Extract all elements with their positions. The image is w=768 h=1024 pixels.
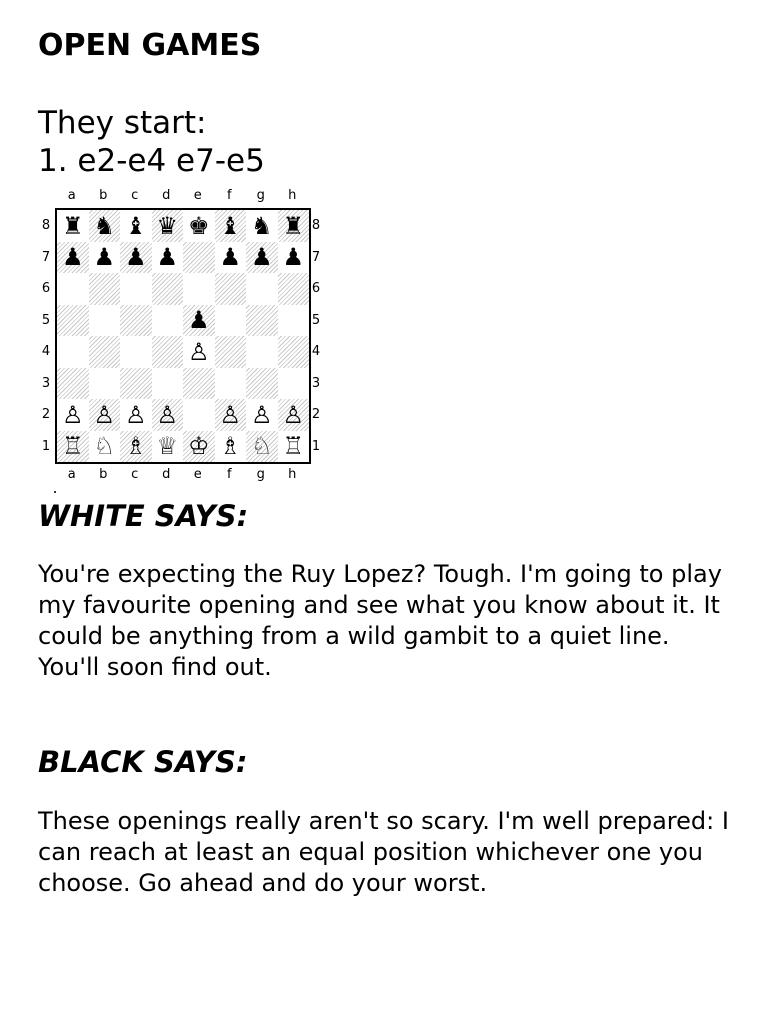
intro-line-1: They start: [38,105,207,141]
square-e4 [183,336,215,368]
square-c2 [120,399,152,431]
chess-piece: ♙ [124,400,147,429]
file-label: b [99,467,108,482]
rank-label: 6 [311,281,321,296]
square-g5 [246,305,278,337]
square-d6 [152,273,184,305]
chess-piece: ♖ [61,432,84,461]
file-labels-bottom [56,467,308,483]
rank-label: 1 [311,438,321,454]
file-label: f [226,467,232,482]
square-c7 [120,242,152,274]
square-f1 [215,431,247,463]
rank-label: 7 [41,249,51,265]
square-e5 [183,305,215,337]
chess-diagram [38,188,328,493]
square-a1 [57,431,89,463]
chess-piece: ♙ [61,400,84,429]
square-b1 [89,431,121,463]
intro-text [38,104,265,180]
square-f6 [215,273,247,305]
square-d1 [152,431,184,463]
rank-label: 2 [41,407,51,422]
square-a3 [57,368,89,400]
chess-piece: ♜ [282,211,304,240]
square-h2 [278,399,310,431]
chess-piece: ♟ [219,243,241,272]
square-e7 [183,242,215,274]
square-e8 [183,210,215,242]
file-label: e [193,467,202,482]
rank-label: 5 [41,312,51,328]
square-h8 [278,210,310,242]
chess-piece: ♟ [282,243,304,272]
rank-labels-right [308,210,324,462]
square-f4 [215,336,247,368]
chess-piece: ♟ [93,243,115,272]
file-label: a [67,188,76,203]
chess-piece: ♝ [219,211,241,240]
square-e2 [183,399,215,431]
square-b7 [89,242,121,274]
intro-moves: 1. e2-e4 e7-e5 [38,143,265,179]
square-g1 [246,431,278,463]
chess-piece: ♗ [124,432,147,461]
chess-piece: ♞ [250,211,273,240]
square-d2 [152,399,184,431]
square-f3 [215,368,247,400]
square-h4 [278,336,310,368]
square-b3 [89,368,121,400]
square-d8 [152,210,184,242]
file-label: g [256,188,265,203]
rank-label: 7 [311,249,321,265]
square-b2 [89,399,121,431]
chess-piece: ♙ [156,400,178,429]
square-a7 [57,242,89,274]
chess-piece: ♙ [187,337,210,366]
file-label: g [256,467,265,482]
square-c5 [120,305,152,337]
chess-piece: ♕ [156,432,178,461]
stray-dot [54,491,56,493]
square-e6 [183,273,215,305]
file-label: c [131,467,139,482]
square-d3 [152,368,184,400]
black-paragraph: These openings really aren't so scary. I'm well prepared: I can reach at least an equal position whichever one you choose. Go ahead and do your worst. [38,807,729,897]
square-g6 [246,273,278,305]
file-label: a [67,467,76,482]
black-heading: BLACK SAYS: [38,745,248,779]
chess-piece: ♞ [93,211,115,240]
chess-piece: ♝ [124,211,147,240]
square-a8 [57,210,89,242]
square-g2 [246,399,278,431]
rank-label: 8 [311,218,321,233]
square-h6 [278,273,310,305]
rank-label: 1 [41,438,51,454]
square-e1 [183,431,215,463]
square-h3 [278,368,310,400]
square-d7 [152,242,184,274]
chess-board [55,208,311,464]
file-labels-top [56,188,308,204]
square-c3 [120,368,152,400]
file-label: e [193,188,202,203]
file-label: d [162,467,171,482]
square-h5 [278,305,310,337]
chess-piece: ♛ [156,211,178,240]
square-f7 [215,242,247,274]
square-g4 [246,336,278,368]
file-label: c [131,188,139,203]
rank-label: 3 [311,375,321,391]
file-label: b [99,188,108,203]
file-label: d [162,188,171,203]
square-b5 [89,305,121,337]
square-c1 [120,431,152,463]
chess-piece: ♙ [282,400,304,429]
square-d5 [152,305,184,337]
chess-piece: ♘ [93,432,115,461]
chess-piece: ♙ [250,400,273,429]
chess-piece: ♟ [250,243,273,272]
square-b4 [89,336,121,368]
chess-piece: ♟ [124,243,147,272]
square-a5 [57,305,89,337]
chess-piece: ♟ [61,243,84,272]
chess-piece: ♟ [156,243,178,272]
square-c4 [120,336,152,368]
chess-piece: ♔ [187,432,210,461]
square-g3 [246,368,278,400]
rank-label: 8 [41,218,51,233]
chess-piece: ♜ [61,211,84,240]
square-f2 [215,399,247,431]
chess-piece: ♙ [219,400,241,429]
square-a4 [57,336,89,368]
rank-label: 4 [41,344,51,359]
white-heading: WHITE SAYS: [38,499,249,533]
square-c8 [120,210,152,242]
file-label: h [288,188,297,203]
square-c6 [120,273,152,305]
square-a2 [57,399,89,431]
square-h7 [278,242,310,274]
square-e3 [183,368,215,400]
square-h1 [278,431,310,463]
chess-piece: ♟ [187,306,210,335]
rank-label: 2 [311,407,321,422]
rank-label: 4 [311,344,321,359]
rank-label: 6 [41,281,51,296]
square-g8 [246,210,278,242]
rank-label: 3 [41,375,51,391]
chess-piece: ♖ [282,432,304,461]
square-g7 [246,242,278,274]
chess-piece: ♗ [219,432,241,461]
square-f8 [215,210,247,242]
rank-labels-left [38,210,54,462]
file-label: h [288,467,297,482]
square-b8 [89,210,121,242]
chess-piece: ♚ [187,211,210,240]
file-label: f [226,188,232,203]
chess-piece: ♘ [250,432,273,461]
square-b6 [89,273,121,305]
chess-piece: ♙ [93,400,115,429]
square-f5 [215,305,247,337]
rank-label: 5 [311,312,321,328]
white-paragraph: You're expecting the Ruy Lopez? Tough. I'm going to play my favourite opening and see what you know about it. It could be anything from a wild gambit to a quiet line. You'll soon find out. [38,560,722,681]
page-title: OPEN GAMES [38,28,262,63]
square-a6 [57,273,89,305]
square-d4 [152,336,184,368]
